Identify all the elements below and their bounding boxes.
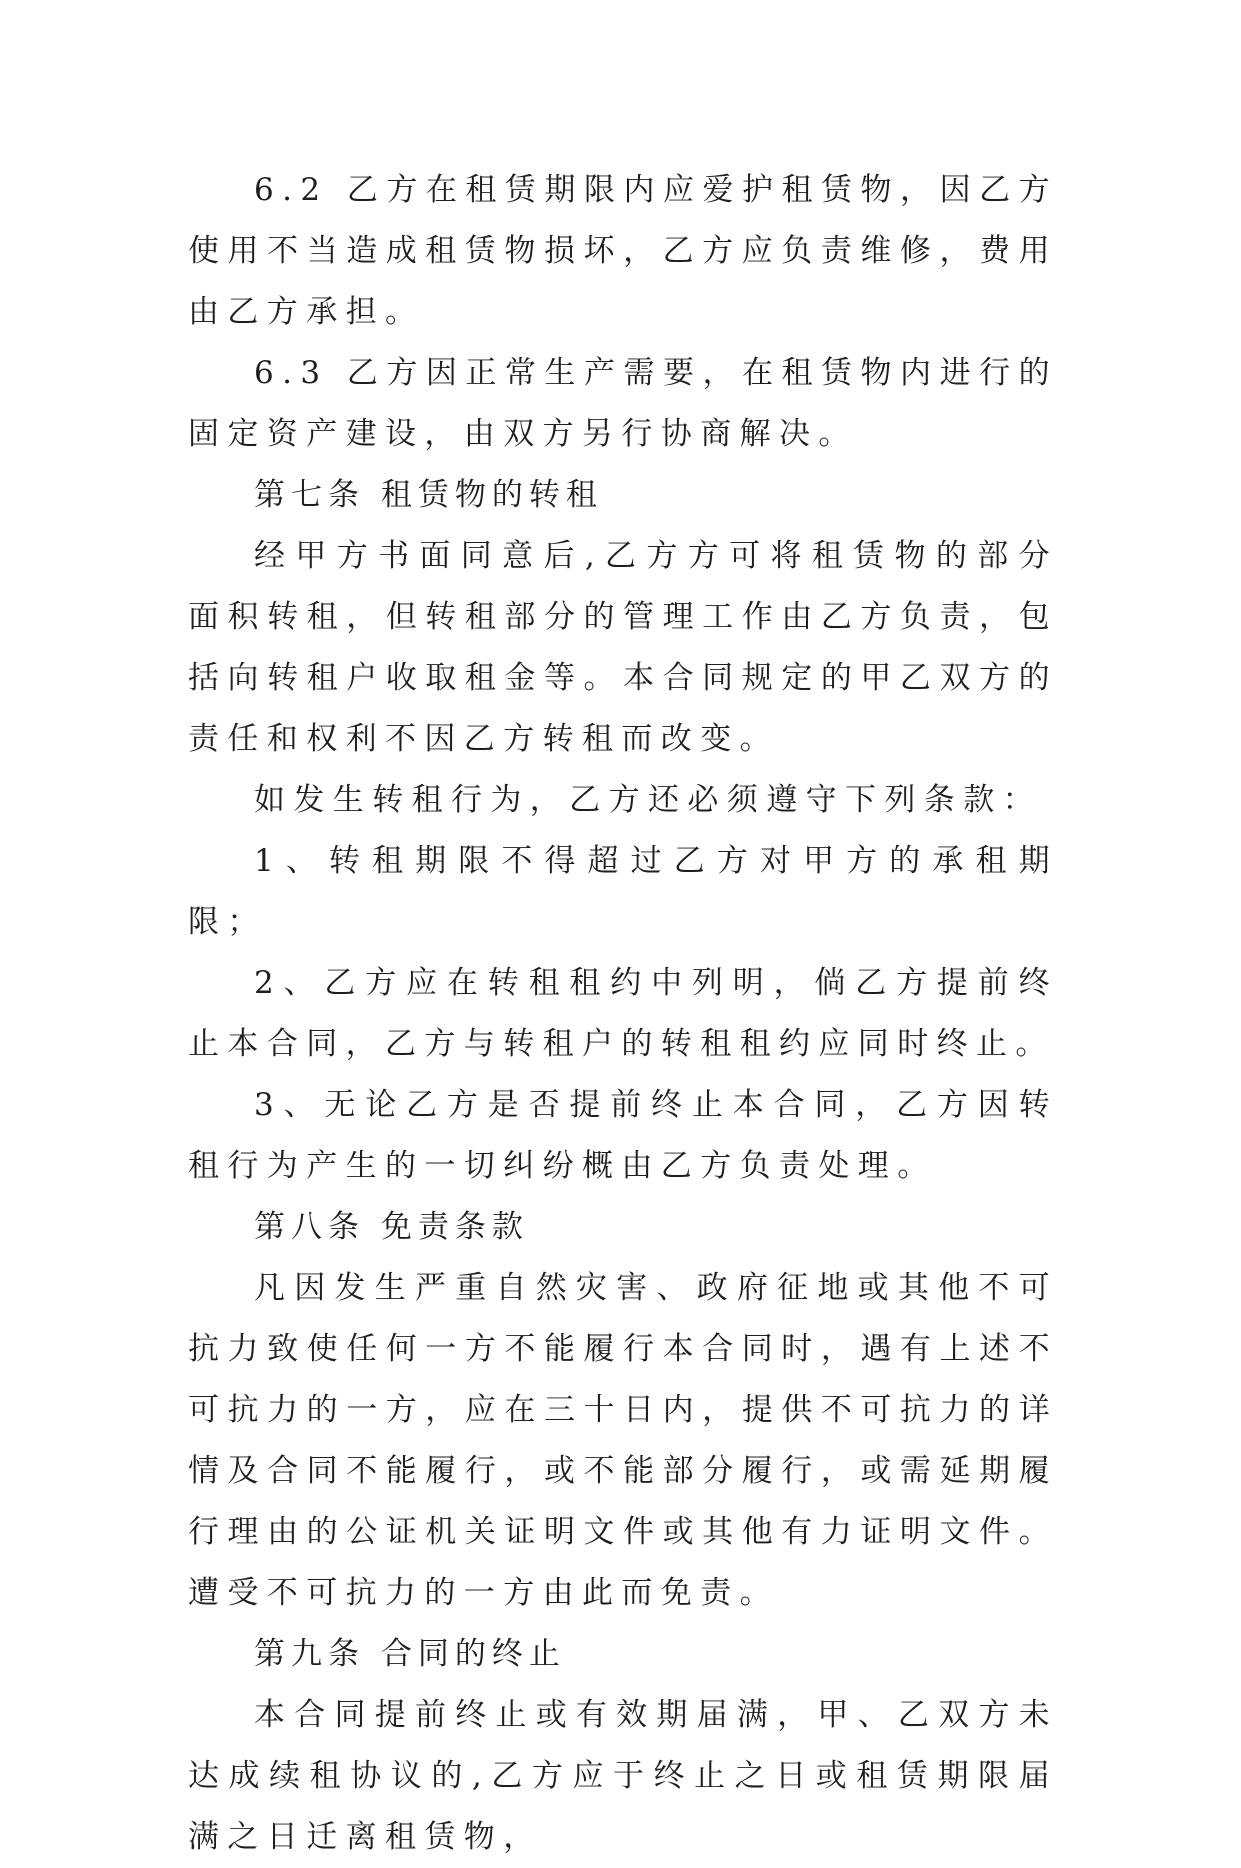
paragraph-6-3: 6.3 乙方因正常生产需要，在租赁物内进行的固定资产建设，由双方另行协商解决。 <box>188 355 1058 452</box>
sublease-term-1: 1、转租期限不得超过乙方对甲方的承租期限； <box>188 843 1058 940</box>
sublease-terms-intro: 如发生转租行为，乙方还必须遵守下列条款： <box>254 782 1042 818</box>
article-9-body: 本合同提前终止或有效期届满，甲、乙双方未达成续租协议的,乙方应于终止之日或租赁期限届满之日迁离租赁物， <box>188 1697 1058 1855</box>
article-7-heading: 第七条 租赁物的转租 <box>254 477 603 513</box>
article-9-heading: 第九条 合同的终止 <box>254 1636 566 1672</box>
sublease-term-2: 2、乙方应在转租租约中列明，倘乙方提前终止本合同，乙方与转租户的转租租约应同时终止。 <box>188 965 1058 1062</box>
article-8-body: 凡因发生严重自然灾害、政府征地或其他不可抗力致使任何一方不能履行本合同时，遇有上述不可抗力的一方，应在三十日内，提供不可抗力的详情及合同不能履行，或不能部分履行，或需延期履行理由的公证机关证明文件或其他有力证明文件。遭受不可抗力的一方由此而免责。 <box>188 1270 1058 1611</box>
article-7-body: 经甲方书面同意后,乙方方可将租赁物的部分面积转租，但转租部分的管理工作由乙方负责，包括向转租户收取租金等。本合同规定的甲乙双方的责任和权利不因乙方转租而改变。 <box>188 538 1058 757</box>
article-8-heading: 第八条 免责条款 <box>254 1209 529 1245</box>
document-body <box>188 160 1058 1868</box>
paragraph-6-2: 6.2 乙方在租赁期限内应爱护租赁物，因乙方使用不当造成租赁物损坏，乙方应负责维修，费用由乙方承担。 <box>188 172 1058 330</box>
sublease-term-3: 3、无论乙方是否提前终止本合同，乙方因转租行为产生的一切纠纷概由乙方负责处理。 <box>188 1087 1058 1184</box>
